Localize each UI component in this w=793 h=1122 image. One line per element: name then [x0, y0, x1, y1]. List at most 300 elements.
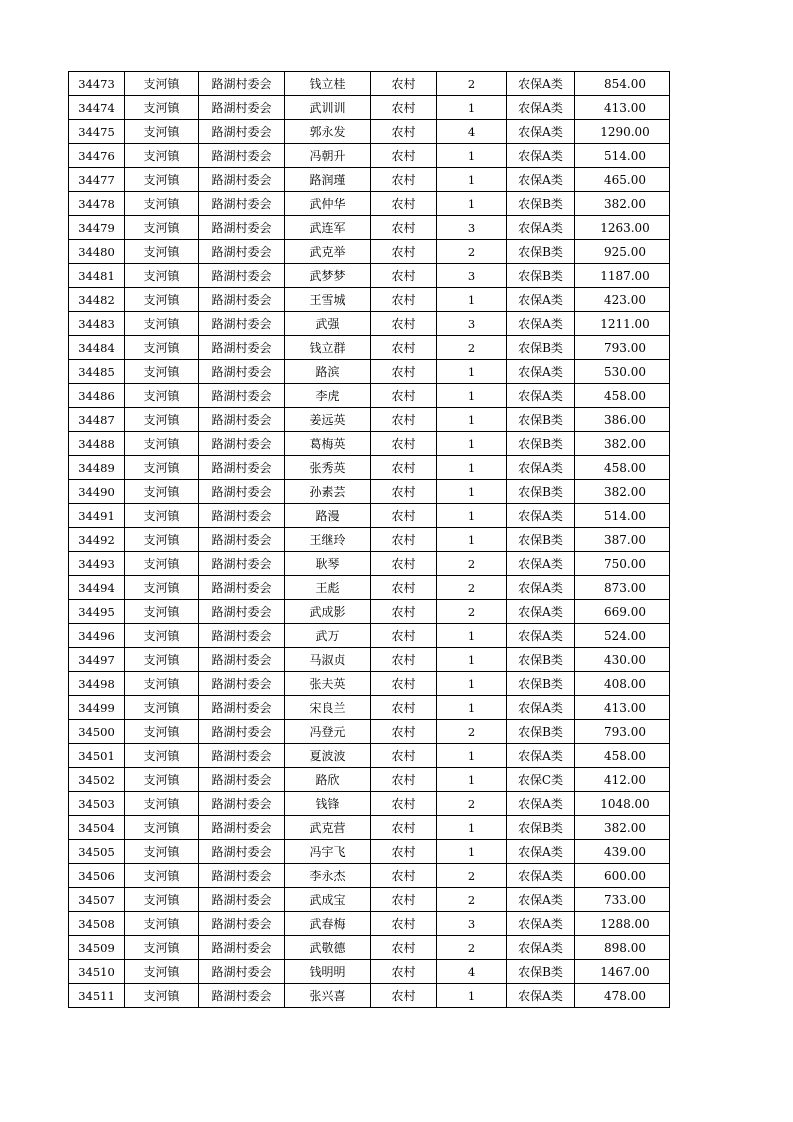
amount-cell: 514.00 [575, 504, 670, 528]
insurance-category-cell: 农保A类 [507, 312, 575, 336]
village-committee-cell: 路湖村委会 [199, 840, 285, 864]
area-type-cell: 农村 [371, 240, 437, 264]
name-cell: 马淑贞 [285, 648, 371, 672]
village-committee-cell: 路湖村委会 [199, 912, 285, 936]
area-type-cell: 农村 [371, 384, 437, 408]
serial-number-cell: 34496 [69, 624, 125, 648]
insurance-category-cell: 农保A类 [507, 600, 575, 624]
household-count-cell: 1 [437, 528, 507, 552]
amount-cell: 382.00 [575, 432, 670, 456]
amount-cell: 458.00 [575, 384, 670, 408]
area-type-cell: 农村 [371, 696, 437, 720]
table-row [69, 768, 670, 792]
household-count-cell: 1 [437, 816, 507, 840]
table-row [69, 216, 670, 240]
village-committee-cell: 路湖村委会 [199, 768, 285, 792]
town-cell: 支河镇 [125, 480, 199, 504]
name-cell: 武成影 [285, 600, 371, 624]
name-cell: 孙素芸 [285, 480, 371, 504]
records-table-body [69, 72, 670, 1008]
insurance-category-cell: 农保A类 [507, 936, 575, 960]
area-type-cell: 农村 [371, 960, 437, 984]
area-type-cell: 农村 [371, 864, 437, 888]
amount-cell: 793.00 [575, 336, 670, 360]
area-type-cell: 农村 [371, 528, 437, 552]
name-cell: 钱立群 [285, 336, 371, 360]
village-committee-cell: 路湖村委会 [199, 720, 285, 744]
village-committee-cell: 路湖村委会 [199, 456, 285, 480]
village-committee-cell: 路湖村委会 [199, 216, 285, 240]
town-cell: 支河镇 [125, 408, 199, 432]
table-row [69, 264, 670, 288]
table-row [69, 288, 670, 312]
insurance-category-cell: 农保C类 [507, 768, 575, 792]
village-committee-cell: 路湖村委会 [199, 960, 285, 984]
serial-number-cell: 34481 [69, 264, 125, 288]
table-row [69, 456, 670, 480]
serial-number-cell: 34488 [69, 432, 125, 456]
area-type-cell: 农村 [371, 96, 437, 120]
town-cell: 支河镇 [125, 72, 199, 96]
name-cell: 路欣 [285, 768, 371, 792]
insurance-category-cell: 农保A类 [507, 792, 575, 816]
records-table [68, 71, 670, 1008]
amount-cell: 669.00 [575, 600, 670, 624]
insurance-category-cell: 农保A类 [507, 552, 575, 576]
household-count-cell: 1 [437, 984, 507, 1008]
serial-number-cell: 34476 [69, 144, 125, 168]
name-cell: 武连军 [285, 216, 371, 240]
area-type-cell: 农村 [371, 624, 437, 648]
serial-number-cell: 34509 [69, 936, 125, 960]
household-count-cell: 2 [437, 552, 507, 576]
household-count-cell: 3 [437, 312, 507, 336]
village-committee-cell: 路湖村委会 [199, 432, 285, 456]
amount-cell: 408.00 [575, 672, 670, 696]
town-cell: 支河镇 [125, 192, 199, 216]
serial-number-cell: 34508 [69, 912, 125, 936]
area-type-cell: 农村 [371, 216, 437, 240]
serial-number-cell: 34492 [69, 528, 125, 552]
table-row [69, 408, 670, 432]
serial-number-cell: 34506 [69, 864, 125, 888]
town-cell: 支河镇 [125, 648, 199, 672]
name-cell: 武成宝 [285, 888, 371, 912]
table-row [69, 120, 670, 144]
village-committee-cell: 路湖村委会 [199, 408, 285, 432]
town-cell: 支河镇 [125, 768, 199, 792]
area-type-cell: 农村 [371, 480, 437, 504]
insurance-category-cell: 农保A类 [507, 576, 575, 600]
table-row [69, 696, 670, 720]
household-count-cell: 1 [437, 504, 507, 528]
insurance-category-cell: 农保A类 [507, 504, 575, 528]
table-row [69, 936, 670, 960]
serial-number-cell: 34510 [69, 960, 125, 984]
amount-cell: 854.00 [575, 72, 670, 96]
table-row [69, 552, 670, 576]
household-count-cell: 3 [437, 264, 507, 288]
amount-cell: 386.00 [575, 408, 670, 432]
insurance-category-cell: 农保A类 [507, 840, 575, 864]
town-cell: 支河镇 [125, 696, 199, 720]
table-row [69, 888, 670, 912]
insurance-category-cell: 农保A类 [507, 144, 575, 168]
insurance-category-cell: 农保B类 [507, 408, 575, 432]
serial-number-cell: 34482 [69, 288, 125, 312]
household-count-cell: 2 [437, 72, 507, 96]
insurance-category-cell: 农保B类 [507, 816, 575, 840]
insurance-category-cell: 农保A类 [507, 624, 575, 648]
table-row [69, 576, 670, 600]
insurance-category-cell: 农保B类 [507, 336, 575, 360]
area-type-cell: 农村 [371, 768, 437, 792]
name-cell: 武克营 [285, 816, 371, 840]
name-cell: 张秀英 [285, 456, 371, 480]
table-row [69, 144, 670, 168]
village-committee-cell: 路湖村委会 [199, 648, 285, 672]
serial-number-cell: 34499 [69, 696, 125, 720]
village-committee-cell: 路湖村委会 [199, 792, 285, 816]
name-cell: 武梦梦 [285, 264, 371, 288]
name-cell: 武训训 [285, 96, 371, 120]
amount-cell: 873.00 [575, 576, 670, 600]
town-cell: 支河镇 [125, 144, 199, 168]
name-cell: 王继玲 [285, 528, 371, 552]
household-count-cell: 2 [437, 576, 507, 600]
serial-number-cell: 34502 [69, 768, 125, 792]
area-type-cell: 农村 [371, 744, 437, 768]
insurance-category-cell: 农保B类 [507, 720, 575, 744]
household-count-cell: 1 [437, 456, 507, 480]
serial-number-cell: 34500 [69, 720, 125, 744]
serial-number-cell: 34479 [69, 216, 125, 240]
amount-cell: 423.00 [575, 288, 670, 312]
serial-number-cell: 34507 [69, 888, 125, 912]
table-row [69, 504, 670, 528]
serial-number-cell: 34473 [69, 72, 125, 96]
name-cell: 冯朝升 [285, 144, 371, 168]
table-row [69, 960, 670, 984]
insurance-category-cell: 农保B类 [507, 648, 575, 672]
area-type-cell: 农村 [371, 432, 437, 456]
village-committee-cell: 路湖村委会 [199, 504, 285, 528]
household-count-cell: 1 [437, 96, 507, 120]
village-committee-cell: 路湖村委会 [199, 552, 285, 576]
serial-number-cell: 34504 [69, 816, 125, 840]
table-row [69, 720, 670, 744]
area-type-cell: 农村 [371, 600, 437, 624]
town-cell: 支河镇 [125, 552, 199, 576]
table-row [69, 528, 670, 552]
household-count-cell: 1 [437, 480, 507, 504]
insurance-category-cell: 农保B类 [507, 264, 575, 288]
amount-cell: 600.00 [575, 864, 670, 888]
serial-number-cell: 34478 [69, 192, 125, 216]
serial-number-cell: 34498 [69, 672, 125, 696]
name-cell: 武敬德 [285, 936, 371, 960]
area-type-cell: 农村 [371, 72, 437, 96]
name-cell: 姜远英 [285, 408, 371, 432]
serial-number-cell: 34501 [69, 744, 125, 768]
village-committee-cell: 路湖村委会 [199, 72, 285, 96]
village-committee-cell: 路湖村委会 [199, 480, 285, 504]
table-row [69, 480, 670, 504]
table-row [69, 912, 670, 936]
table-row [69, 864, 670, 888]
amount-cell: 458.00 [575, 744, 670, 768]
village-committee-cell: 路湖村委会 [199, 984, 285, 1008]
household-count-cell: 1 [437, 168, 507, 192]
amount-cell: 382.00 [575, 816, 670, 840]
village-committee-cell: 路湖村委会 [199, 360, 285, 384]
insurance-category-cell: 农保A类 [507, 384, 575, 408]
insurance-category-cell: 农保A类 [507, 864, 575, 888]
household-count-cell: 1 [437, 744, 507, 768]
insurance-category-cell: 农保B类 [507, 240, 575, 264]
serial-number-cell: 34484 [69, 336, 125, 360]
household-count-cell: 1 [437, 696, 507, 720]
table-row [69, 336, 670, 360]
area-type-cell: 农村 [371, 288, 437, 312]
town-cell: 支河镇 [125, 96, 199, 120]
household-count-cell: 2 [437, 336, 507, 360]
area-type-cell: 农村 [371, 720, 437, 744]
amount-cell: 750.00 [575, 552, 670, 576]
town-cell: 支河镇 [125, 384, 199, 408]
table-row [69, 672, 670, 696]
table-row [69, 312, 670, 336]
village-committee-cell: 路湖村委会 [199, 816, 285, 840]
household-count-cell: 2 [437, 240, 507, 264]
insurance-category-cell: 农保A类 [507, 120, 575, 144]
household-count-cell: 1 [437, 768, 507, 792]
village-committee-cell: 路湖村委会 [199, 672, 285, 696]
serial-number-cell: 34486 [69, 384, 125, 408]
serial-number-cell: 34493 [69, 552, 125, 576]
town-cell: 支河镇 [125, 960, 199, 984]
household-count-cell: 1 [437, 648, 507, 672]
table-row [69, 792, 670, 816]
insurance-category-cell: 农保A类 [507, 456, 575, 480]
serial-number-cell: 34480 [69, 240, 125, 264]
name-cell: 王雪城 [285, 288, 371, 312]
name-cell: 钱锋 [285, 792, 371, 816]
area-type-cell: 农村 [371, 144, 437, 168]
town-cell: 支河镇 [125, 576, 199, 600]
amount-cell: 925.00 [575, 240, 670, 264]
area-type-cell: 农村 [371, 888, 437, 912]
town-cell: 支河镇 [125, 216, 199, 240]
area-type-cell: 农村 [371, 408, 437, 432]
town-cell: 支河镇 [125, 984, 199, 1008]
amount-cell: 1048.00 [575, 792, 670, 816]
household-count-cell: 2 [437, 936, 507, 960]
table-row [69, 840, 670, 864]
household-count-cell: 3 [437, 216, 507, 240]
insurance-category-cell: 农保A类 [507, 216, 575, 240]
town-cell: 支河镇 [125, 264, 199, 288]
household-count-cell: 2 [437, 888, 507, 912]
village-committee-cell: 路湖村委会 [199, 240, 285, 264]
amount-cell: 382.00 [575, 480, 670, 504]
name-cell: 钱立桂 [285, 72, 371, 96]
village-committee-cell: 路湖村委会 [199, 192, 285, 216]
insurance-category-cell: 农保A类 [507, 696, 575, 720]
household-count-cell: 2 [437, 600, 507, 624]
table-row [69, 648, 670, 672]
amount-cell: 1290.00 [575, 120, 670, 144]
insurance-category-cell: 农保A类 [507, 984, 575, 1008]
town-cell: 支河镇 [125, 792, 199, 816]
town-cell: 支河镇 [125, 744, 199, 768]
town-cell: 支河镇 [125, 168, 199, 192]
insurance-category-cell: 农保A类 [507, 360, 575, 384]
village-committee-cell: 路湖村委会 [199, 336, 285, 360]
serial-number-cell: 34487 [69, 408, 125, 432]
area-type-cell: 农村 [371, 336, 437, 360]
area-type-cell: 农村 [371, 984, 437, 1008]
village-committee-cell: 路湖村委会 [199, 696, 285, 720]
amount-cell: 514.00 [575, 144, 670, 168]
insurance-category-cell: 农保A类 [507, 72, 575, 96]
insurance-category-cell: 农保A类 [507, 744, 575, 768]
amount-cell: 382.00 [575, 192, 670, 216]
name-cell: 冯宇飞 [285, 840, 371, 864]
serial-number-cell: 34491 [69, 504, 125, 528]
area-type-cell: 农村 [371, 936, 437, 960]
village-committee-cell: 路湖村委会 [199, 168, 285, 192]
table-row [69, 624, 670, 648]
area-type-cell: 农村 [371, 312, 437, 336]
area-type-cell: 农村 [371, 168, 437, 192]
serial-number-cell: 34511 [69, 984, 125, 1008]
town-cell: 支河镇 [125, 672, 199, 696]
household-count-cell: 3 [437, 912, 507, 936]
name-cell: 宋良兰 [285, 696, 371, 720]
table-row [69, 240, 670, 264]
area-type-cell: 农村 [371, 576, 437, 600]
amount-cell: 733.00 [575, 888, 670, 912]
insurance-category-cell: 农保A类 [507, 288, 575, 312]
village-committee-cell: 路湖村委会 [199, 144, 285, 168]
amount-cell: 530.00 [575, 360, 670, 384]
insurance-category-cell: 农保B类 [507, 528, 575, 552]
village-committee-cell: 路湖村委会 [199, 312, 285, 336]
town-cell: 支河镇 [125, 240, 199, 264]
serial-number-cell: 34485 [69, 360, 125, 384]
household-count-cell: 4 [437, 960, 507, 984]
serial-number-cell: 34474 [69, 96, 125, 120]
amount-cell: 1288.00 [575, 912, 670, 936]
name-cell: 武强 [285, 312, 371, 336]
household-count-cell: 1 [437, 624, 507, 648]
village-committee-cell: 路湖村委会 [199, 744, 285, 768]
village-committee-cell: 路湖村委会 [199, 624, 285, 648]
table-row [69, 384, 670, 408]
amount-cell: 458.00 [575, 456, 670, 480]
name-cell: 路润瑾 [285, 168, 371, 192]
household-count-cell: 2 [437, 864, 507, 888]
insurance-category-cell: 农保A类 [507, 96, 575, 120]
amount-cell: 430.00 [575, 648, 670, 672]
name-cell: 耿琴 [285, 552, 371, 576]
name-cell: 路漫 [285, 504, 371, 528]
village-committee-cell: 路湖村委会 [199, 120, 285, 144]
name-cell: 王彪 [285, 576, 371, 600]
town-cell: 支河镇 [125, 936, 199, 960]
table-row [69, 744, 670, 768]
area-type-cell: 农村 [371, 816, 437, 840]
area-type-cell: 农村 [371, 648, 437, 672]
household-count-cell: 2 [437, 792, 507, 816]
serial-number-cell: 34494 [69, 576, 125, 600]
name-cell: 钱明明 [285, 960, 371, 984]
amount-cell: 478.00 [575, 984, 670, 1008]
household-count-cell: 1 [437, 360, 507, 384]
serial-number-cell: 34497 [69, 648, 125, 672]
insurance-category-cell: 农保A类 [507, 912, 575, 936]
name-cell: 夏波波 [285, 744, 371, 768]
serial-number-cell: 34477 [69, 168, 125, 192]
table-row [69, 72, 670, 96]
amount-cell: 1263.00 [575, 216, 670, 240]
household-count-cell: 2 [437, 720, 507, 744]
village-committee-cell: 路湖村委会 [199, 936, 285, 960]
town-cell: 支河镇 [125, 288, 199, 312]
household-count-cell: 1 [437, 432, 507, 456]
town-cell: 支河镇 [125, 600, 199, 624]
village-committee-cell: 路湖村委会 [199, 528, 285, 552]
village-committee-cell: 路湖村委会 [199, 384, 285, 408]
household-count-cell: 1 [437, 288, 507, 312]
serial-number-cell: 34475 [69, 120, 125, 144]
amount-cell: 1467.00 [575, 960, 670, 984]
area-type-cell: 农村 [371, 792, 437, 816]
area-type-cell: 农村 [371, 504, 437, 528]
town-cell: 支河镇 [125, 816, 199, 840]
name-cell: 李虎 [285, 384, 371, 408]
town-cell: 支河镇 [125, 864, 199, 888]
amount-cell: 1187.00 [575, 264, 670, 288]
household-count-cell: 1 [437, 192, 507, 216]
household-count-cell: 1 [437, 672, 507, 696]
amount-cell: 465.00 [575, 168, 670, 192]
town-cell: 支河镇 [125, 312, 199, 336]
town-cell: 支河镇 [125, 456, 199, 480]
table-row [69, 432, 670, 456]
town-cell: 支河镇 [125, 432, 199, 456]
area-type-cell: 农村 [371, 552, 437, 576]
town-cell: 支河镇 [125, 360, 199, 384]
town-cell: 支河镇 [125, 504, 199, 528]
amount-cell: 413.00 [575, 96, 670, 120]
area-type-cell: 农村 [371, 360, 437, 384]
area-type-cell: 农村 [371, 264, 437, 288]
serial-number-cell: 34505 [69, 840, 125, 864]
amount-cell: 412.00 [575, 768, 670, 792]
town-cell: 支河镇 [125, 840, 199, 864]
town-cell: 支河镇 [125, 624, 199, 648]
amount-cell: 413.00 [575, 696, 670, 720]
household-count-cell: 1 [437, 144, 507, 168]
name-cell: 葛梅英 [285, 432, 371, 456]
table-row [69, 168, 670, 192]
household-count-cell: 1 [437, 384, 507, 408]
village-committee-cell: 路湖村委会 [199, 888, 285, 912]
area-type-cell: 农村 [371, 120, 437, 144]
village-committee-cell: 路湖村委会 [199, 288, 285, 312]
